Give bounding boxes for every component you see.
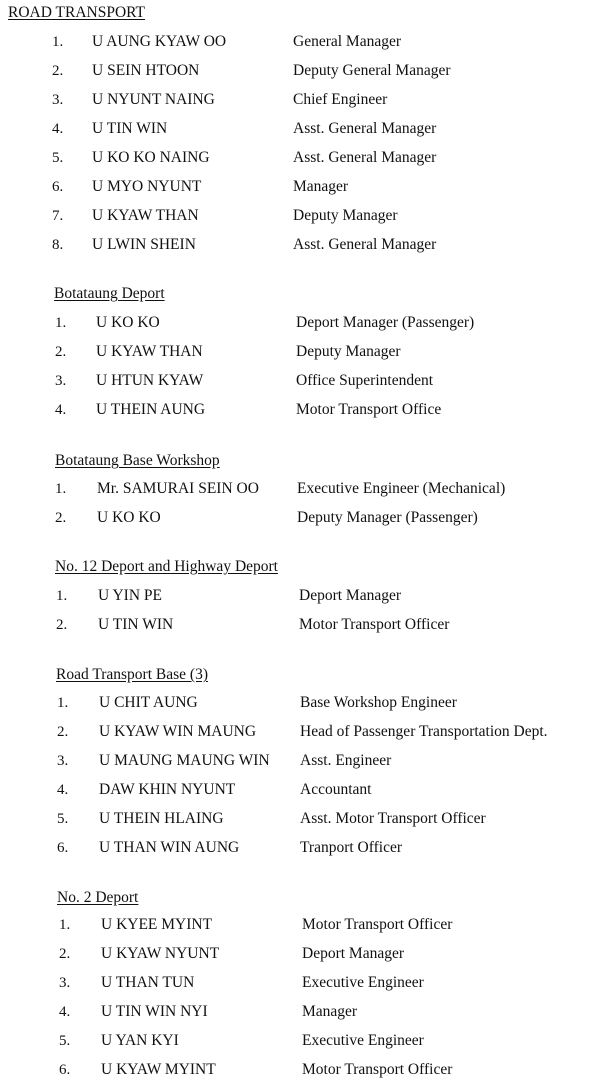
person-name: Mr. SAMURAI SEIN OO	[97, 480, 259, 497]
person-name: U THEIN HLAING	[99, 810, 224, 827]
job-title: Motor Transport Officer	[302, 1061, 453, 1078]
person-name: U THAN TUN	[101, 974, 195, 991]
job-title: Motor Transport Officer	[299, 616, 450, 633]
item-number: 5.	[59, 1033, 71, 1049]
person-name: U KYAW NYUNT	[101, 945, 220, 962]
job-title: Deputy General Manager	[293, 62, 451, 79]
item-number: 2.	[59, 946, 71, 962]
section-heading: No. 12 Deport and Highway Deport	[55, 558, 278, 575]
item-number: 3.	[59, 975, 71, 991]
person-name: U KYAW THAN	[96, 343, 203, 360]
person-name: U AUNG KYAW OO	[92, 33, 227, 50]
person-name: U KYAW MYINT	[101, 1061, 216, 1078]
item-number: 5.	[52, 150, 64, 166]
section-heading: ROAD TRANSPORT	[8, 4, 146, 21]
person-name: U TIN WIN NYI	[101, 1003, 208, 1020]
person-name: U NYUNT NAING	[92, 91, 215, 108]
job-title: Motor Transport Officer	[302, 916, 453, 933]
person-name: U THEIN AUNG	[96, 401, 206, 418]
item-number: 6.	[57, 840, 69, 856]
person-name: U HTUN KYAW	[96, 372, 204, 389]
section-heading: Botataung Base Workshop	[55, 452, 220, 469]
person-name: U KYEE MYINT	[101, 916, 213, 933]
job-title: Head of Passenger Transportation Dept.	[300, 723, 548, 740]
item-number: 1.	[55, 481, 67, 497]
person-name: U KYAW THAN	[92, 207, 199, 224]
job-title: Deputy Manager	[296, 343, 401, 360]
job-title: Executive Engineer	[302, 1032, 424, 1049]
item-number: 2.	[55, 510, 67, 526]
item-number: 4.	[52, 121, 64, 137]
item-number: 3.	[55, 373, 67, 389]
item-number: 5.	[57, 811, 69, 827]
person-name: U YAN KYI	[101, 1032, 179, 1049]
person-name: U TIN WIN	[98, 616, 174, 633]
job-title: Deport Manager	[302, 945, 404, 962]
person-name: U MYO NYUNT	[92, 178, 202, 195]
item-number: 4.	[57, 782, 69, 798]
item-number: 2.	[57, 724, 69, 740]
job-title: Manager	[302, 1003, 358, 1020]
person-name: DAW KHIN NYUNT	[99, 781, 236, 798]
job-title: Asst. Motor Transport Officer	[300, 810, 486, 827]
job-title: Executive Engineer (Mechanical)	[297, 480, 506, 497]
person-name: U LWIN SHEIN	[92, 236, 196, 253]
person-name: U KO KO NAING	[92, 149, 210, 166]
job-title: Deputy Manager	[293, 207, 398, 224]
item-number: 4.	[59, 1004, 71, 1020]
job-title: Asst. General Manager	[293, 236, 437, 253]
job-title: Motor Transport Office	[296, 401, 442, 418]
job-title: Tranport Officer	[300, 839, 403, 856]
item-number: 1.	[56, 588, 68, 604]
job-title: Asst. General Manager	[293, 120, 437, 137]
job-title: Chief Engineer	[293, 91, 388, 108]
item-number: 6.	[52, 179, 64, 195]
item-number: 3.	[52, 92, 64, 108]
item-number: 1.	[55, 315, 67, 331]
section-heading: Botataung Deport	[54, 285, 165, 302]
job-title: Deport Manager	[299, 587, 401, 604]
item-number: 1.	[52, 34, 64, 50]
item-number: 1.	[59, 917, 71, 933]
job-title: Deport Manager (Passenger)	[296, 314, 475, 331]
job-title: Deputy Manager (Passenger)	[297, 509, 478, 526]
item-number: 7.	[52, 208, 64, 224]
person-name: U KYAW WIN MAUNG	[99, 723, 257, 740]
item-number: 2.	[55, 344, 67, 360]
item-number: 6.	[59, 1062, 71, 1078]
job-title: Manager	[293, 178, 349, 195]
person-name: U THAN WIN AUNG	[99, 839, 240, 856]
item-number: 4.	[55, 402, 67, 418]
section-heading: No. 2 Deport	[57, 889, 139, 906]
person-name: U CHIT AUNG	[99, 694, 198, 711]
person-name: U MAUNG MAUNG WIN	[99, 752, 270, 769]
item-number: 8.	[52, 237, 64, 253]
item-number: 2.	[56, 617, 68, 633]
job-title: Executive Engineer	[302, 974, 424, 991]
item-number: 3.	[57, 753, 69, 769]
person-name: U KO KO	[96, 314, 160, 331]
person-name: U TIN WIN	[92, 120, 168, 137]
item-number: 2.	[52, 63, 64, 79]
person-name: U SEIN HTOON	[92, 62, 200, 79]
section-heading: Road Transport Base (3)	[56, 666, 208, 683]
job-title: Accountant	[300, 781, 372, 798]
job-title: General Manager	[293, 33, 402, 50]
job-title: Office Superintendent	[296, 372, 434, 389]
item-number: 1.	[57, 695, 69, 711]
job-title: Asst. General Manager	[293, 149, 437, 166]
job-title: Asst. Engineer	[300, 752, 392, 769]
person-name: U YIN PE	[98, 587, 163, 604]
person-name: U KO KO	[97, 509, 161, 526]
job-title: Base Workshop Engineer	[300, 694, 457, 711]
